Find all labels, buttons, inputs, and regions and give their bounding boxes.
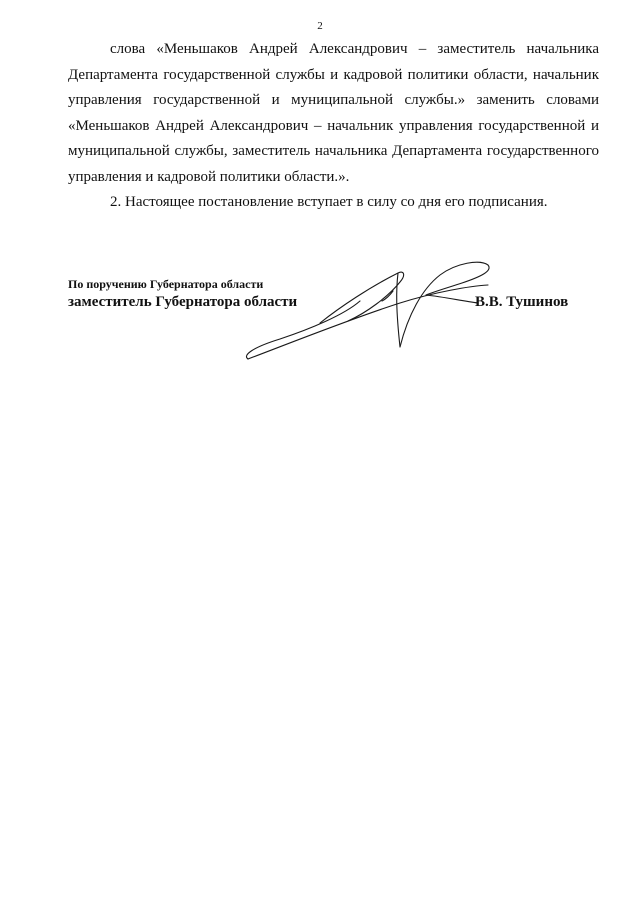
document-body	[68, 37, 599, 216]
paragraph-effective-date: 2. Настоящее постановление вступает в силу со дня его подписания.	[110, 194, 548, 210]
paragraph-amendment: слова «Меньшаков Андрей Александрович – заместитель начальника Департамента государственной службы и кадровой политики области, начальник управления государственной и муниципальной службы.» заменить словами «Меньшаков Андрей Александрович – начальник управления государственной и муниципальной службы, заместитель начальника Департамента государственного управления и кадровой политики области.».	[68, 41, 599, 185]
signatory-name: В.В. Тушинов	[475, 294, 569, 310]
page-number: 2	[317, 20, 323, 32]
signature-authority-line: По поручению Губернатора области	[68, 277, 264, 291]
handwritten-signature	[240, 255, 500, 370]
signatory-position: заместитель Губернатора области	[68, 294, 298, 310]
